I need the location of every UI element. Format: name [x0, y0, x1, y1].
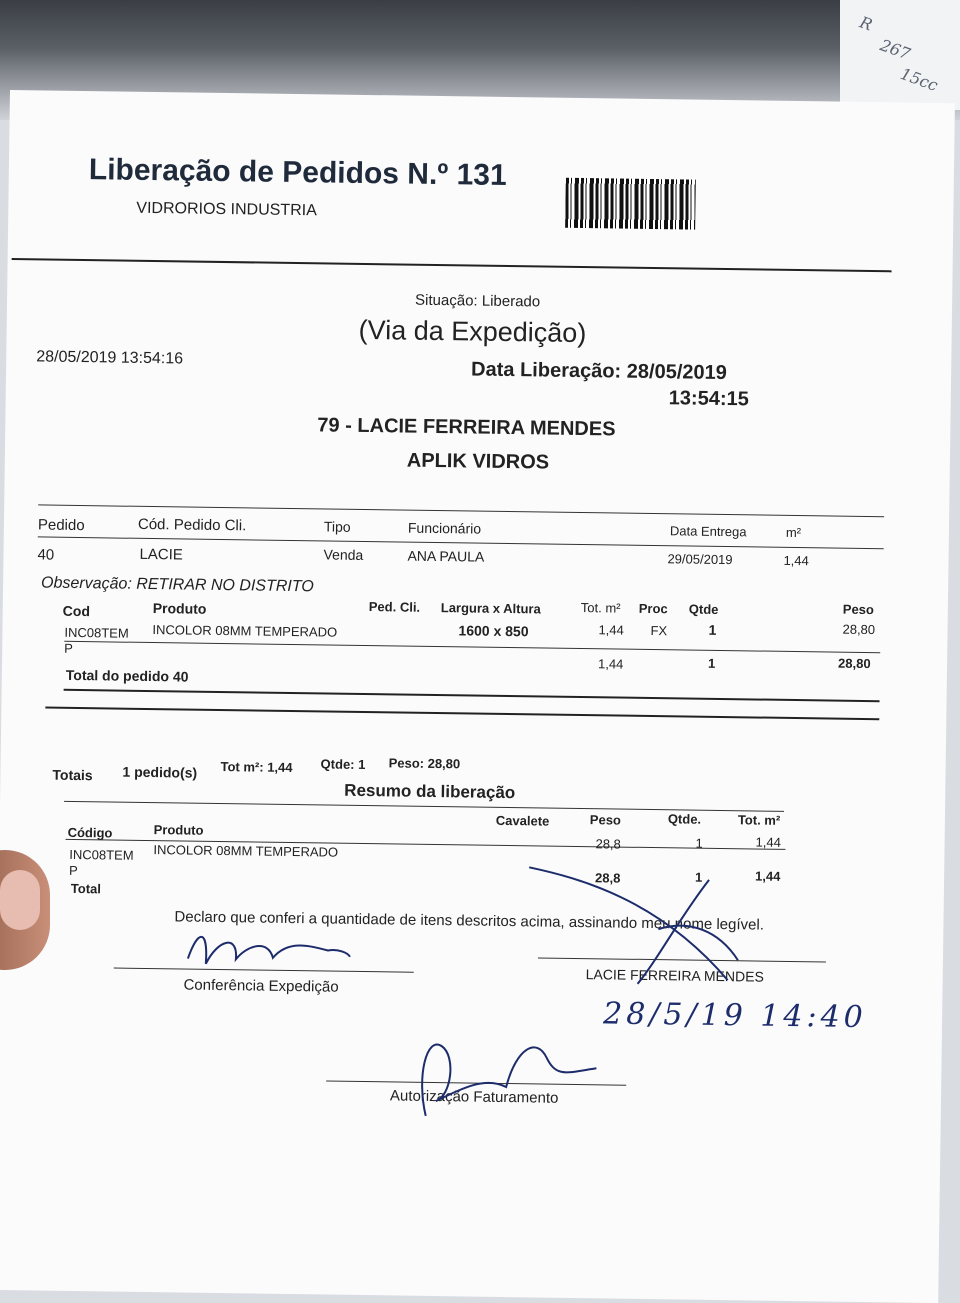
totals-qtde: Qtde: 1 [320, 756, 366, 773]
col-header-tipo: Tipo [323, 518, 351, 535]
subtotal-m2: 1,44 [597, 656, 624, 672]
totals-peso: Peso: 28,80 [388, 755, 461, 772]
observation: Observação: RETIRAR NO DISTRITO [41, 574, 314, 596]
item-product: INCOLOR 08MM TEMPERADO [152, 622, 338, 640]
summary-total-label: Total [70, 880, 102, 897]
release-date: Data Liberação: 28/05/2019 [470, 358, 727, 385]
handwritten-date: 28/5/19 14:40 [602, 996, 868, 1036]
divider [12, 258, 892, 272]
summary-header-peso: Peso [589, 812, 622, 828]
summary-header-qtde: Qtde. [667, 811, 702, 827]
client-signature [518, 857, 760, 990]
summary-header-tot-m2: Tot. m² [737, 812, 781, 828]
col-header-funcionario: Funcionário [407, 519, 482, 537]
company-name: VIDRORIOS INDUSTRIA [136, 199, 317, 220]
document-title: Liberação de Pedidos N.º 131 [88, 153, 507, 192]
status-text: Situação: Liberado [414, 291, 541, 311]
order-total-label: Total do pedido 40 [65, 666, 189, 685]
order-type: Venda [323, 546, 364, 563]
item-code: INC08TEM [64, 624, 129, 641]
divider [64, 689, 880, 702]
col-header-cod-pedido-cli: Cód. Pedido Cli. [137, 515, 247, 535]
item-code-cont: P [64, 640, 73, 656]
item-qtde: 1 [708, 621, 717, 638]
summary-title: Resumo da liberação [344, 780, 516, 803]
summary-header-cavalete: Cavalete [495, 812, 550, 829]
summary-qtde: 1 [695, 835, 703, 851]
order-m2: 1,44 [783, 552, 809, 569]
divider [64, 801, 784, 812]
item-peso: 28,80 [842, 621, 876, 638]
conference-label: Conferência Expedição [183, 976, 339, 996]
print-datetime: 28/05/2019 13:54:16 [36, 348, 184, 368]
item-tot-m2: 1,44 [598, 622, 624, 638]
summary-header-produto: Produto [153, 822, 204, 838]
client-name: 79 - LACIE FERREIRA MENDES [317, 414, 616, 441]
order-employee: ANA PAULA [407, 547, 485, 565]
item-header-qtde: Qtde [688, 601, 719, 617]
item-proc: FX [650, 622, 668, 639]
client-store: APLIK VIDROS [406, 449, 550, 474]
client-signature-name: LACIE FERREIRA MENDES [585, 966, 764, 985]
release-time: 13:54:15 [668, 387, 749, 411]
totals-label: Totais [52, 766, 93, 784]
totals-m2: Tot m²: 1,44 [220, 759, 293, 776]
summary-code: INC08TEM [69, 846, 134, 863]
item-header-dimensions: Largura x Altura [440, 600, 541, 617]
summary-peso: 28,8 [595, 836, 621, 852]
conference-signature [178, 918, 359, 981]
divider [45, 707, 879, 721]
background-note: R 267 15cc [840, 0, 960, 110]
item-header-peso: Peso [842, 601, 875, 618]
item-header-tot-m2: Tot. m² [580, 600, 621, 616]
summary-code-cont: P [69, 862, 78, 879]
col-header-m2: m² [785, 524, 802, 541]
col-header-data-entrega: Data Entrega [669, 523, 747, 540]
subtotal-qtde: 1 [707, 655, 716, 671]
summary-total-qtde: 1 [694, 869, 703, 885]
item-dimensions: 1600 x 850 [458, 622, 529, 640]
summary-header-codigo: Código [67, 824, 113, 841]
order-delivery-date: 29/05/2019 [667, 551, 733, 568]
summary-total-m2: 1,44 [754, 868, 781, 884]
totals-orders: 1 pedido(s) [122, 763, 198, 781]
item-header-proc: Proc [638, 600, 668, 617]
col-header-pedido: Pedido [37, 516, 85, 535]
authorization-label: Autorização Faturamento [389, 1087, 559, 1107]
item-header-ped-cli: Ped. Cli. [368, 599, 421, 615]
subtotal-peso: 28,80 [837, 655, 871, 672]
summary-tot-m2: 1,44 [755, 834, 781, 850]
order-number: 40 [37, 546, 55, 564]
declaration-text: Declaro que conferi a quantidade de itens descritos acima, assinando meu nome legível. [174, 908, 765, 934]
release-document [0, 90, 955, 1303]
summary-product: INCOLOR 08MM TEMPERADO [153, 842, 339, 860]
order-client-code: LACIE [139, 545, 184, 564]
item-header-cod: Cod [62, 602, 91, 620]
summary-total-peso: 28,8 [594, 870, 621, 886]
authorization-signature [396, 1015, 618, 1128]
copy-label: (Via da Expedição) [358, 314, 587, 349]
barcode [565, 178, 696, 230]
item-header-produto: Produto [152, 600, 207, 617]
divider [64, 641, 880, 653]
